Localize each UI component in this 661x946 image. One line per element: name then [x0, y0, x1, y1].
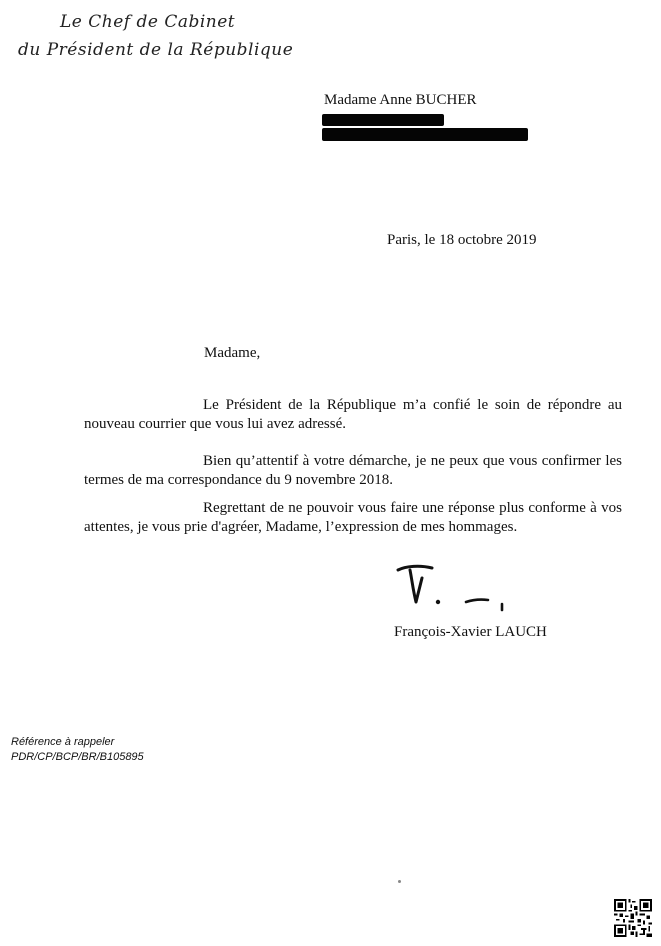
recipient-name: Madame Anne BUCHER	[324, 92, 477, 108]
body-paragraph-2: Bien qu’attentif à votre démarche, je ne peux que vous confirmer les termes de ma correspondance du 9 novembre 2018.	[84, 453, 622, 488]
letterhead	[18, 8, 293, 64]
letter-date: Paris, le 18 octobre 2019	[387, 232, 537, 248]
redacted-address-line-1	[322, 114, 444, 126]
reference-label: Référence à rappeler	[11, 736, 115, 748]
redacted-address-line-2	[322, 128, 528, 141]
reference-code: PDR/CP/BCP/BR/B105895	[11, 751, 144, 763]
handwritten-signature	[392, 560, 512, 618]
body-paragraph-3: Regrettant de ne pouvoir vous faire une réponse plus conforme à vos attentes, je vous prie d'agréer, Madame, l’expression de mes hommages.	[84, 500, 622, 535]
body-paragraph-1: Le Président de la République m’a confié le soin de répondre au nouveau courrier que vous lui avez adressé.	[84, 397, 622, 432]
scan-speck	[398, 880, 401, 883]
salutation: Madame,	[204, 345, 261, 361]
signatory-name: François-Xavier LAUCH	[394, 624, 547, 640]
letterhead-line-2: du Président de la République	[18, 40, 294, 60]
qr-code-icon	[614, 899, 652, 937]
letterhead-line-1: Le Chef de Cabinet	[60, 12, 236, 32]
reference-block	[11, 735, 144, 765]
